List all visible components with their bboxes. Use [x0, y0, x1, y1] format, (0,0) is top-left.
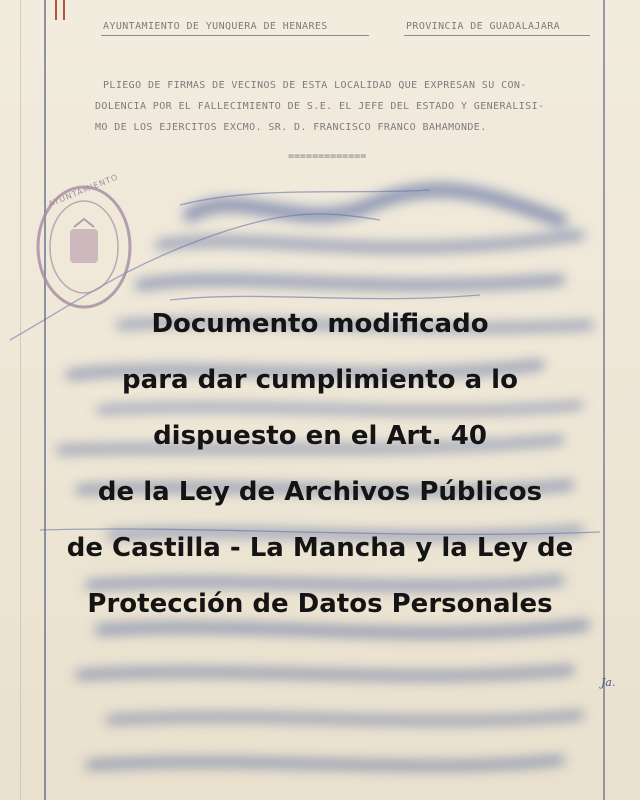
notice-line-1: Documento modificado: [151, 309, 489, 339]
municipality-header: AYUNTAMIENTO DE YUNQUERA DE HENARES: [103, 21, 328, 32]
province-header: PROVINCIA DE GUADALAJARA: [406, 21, 561, 32]
header-underline: [404, 35, 590, 36]
pliego-line-2: DOLENCIA POR EL FALLECIMIENTO DE S.E. EL JEFE DEL ESTADO Y GENERALISI-: [95, 101, 545, 112]
notice-line-3: dispuesto en el Art. 40: [153, 421, 487, 451]
notice-line-6: Protección de Datos Personales: [87, 589, 553, 619]
binding-tick-mark: [63, 0, 65, 20]
seal-text: AYUNTAMIENTO: [47, 172, 120, 209]
pliego-line-1: PLIEGO DE FIRMAS DE VECINOS DE ESTA LOCALIDAD QUE EXPRESAN SU CON-: [103, 80, 527, 91]
notice-line-5: de Castilla - La Mancha y la Ley de: [66, 533, 574, 563]
binding-tick-mark: [55, 0, 57, 20]
separator-line: =============: [288, 151, 367, 162]
notice-line-4: de la Ley de Archivos Públicos: [97, 477, 543, 507]
header-underline: [101, 35, 369, 36]
pliego-line-3: MO DE LOS EJERCITOS EXCMO. SR. D. FRANCISCO FRANCO BAHAMONDE.: [95, 122, 487, 133]
margin-annotation: Ja.: [601, 676, 616, 689]
notice-line-2: para dar cumplimiento a lo: [122, 365, 518, 395]
